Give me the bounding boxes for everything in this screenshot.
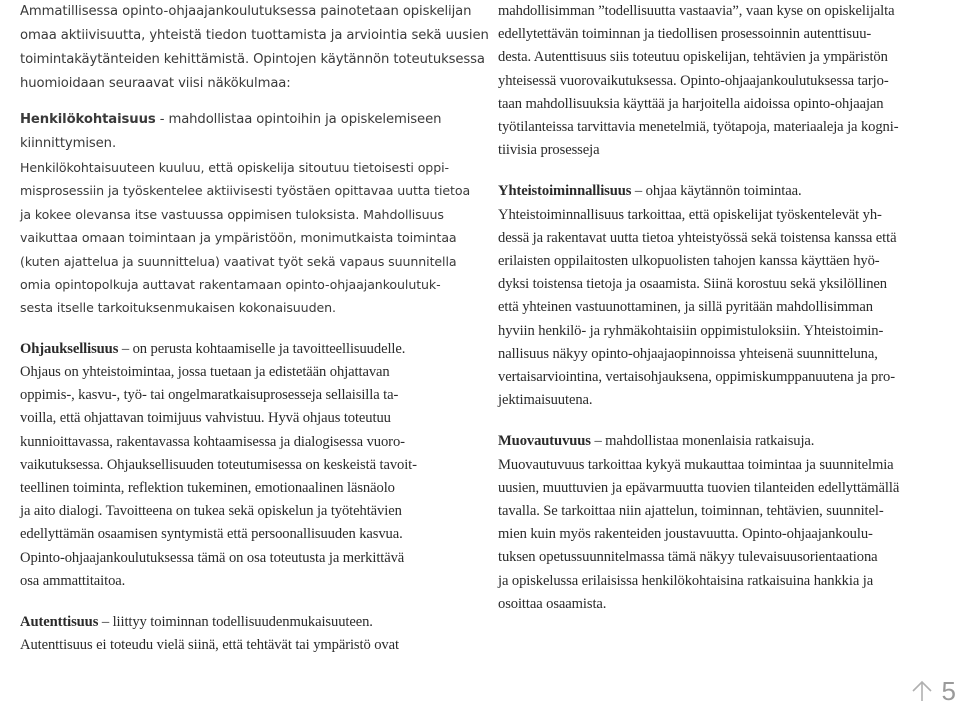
heading-term: Henkilökohtaisuus	[20, 112, 156, 127]
page-number: 5	[941, 676, 956, 706]
section-heading	[498, 430, 898, 453]
text-line: sesta itselle tarkoituksenmukaisen kokonaisuuden.	[20, 300, 336, 316]
text-line: vaikutuksessa. Ohjauksellisuuden toteutumisessa on keskeistä tavoit-	[20, 456, 417, 473]
text-line: misprosessiin ja työskentelee aktiivisesti työstäen opittavaa uutta tietoa	[20, 183, 471, 199]
text-line: Autenttisuus ei toteudu vielä siinä, että tehtävät tai ympäristö ovat	[20, 637, 399, 654]
left-column	[20, 0, 489, 657]
section-heading	[20, 108, 440, 132]
text-line: omia opintopolkuja auttavat rakentamaan opinto-ohjaajankoulutuk-	[20, 277, 441, 293]
text-line: tuksen opetussuunnitelmassa tämä näkyy tulevaisuusorientaationa	[498, 549, 878, 566]
text-line: että yhteinen vastuunottaminen, ja sillä pyritään mahdollisimman	[498, 299, 873, 316]
heading-term: Muovautuvuus	[498, 433, 591, 450]
text-line: ja opiskelussa erilaisissa henkilökohtaisina ratkaisuina hankkia ja	[498, 572, 874, 589]
text-line: vertaisarviointina, vertaisohjauksena, oppimiskumppanuutena ja pro-	[498, 369, 895, 386]
arrow-up-icon[interactable]	[910, 679, 934, 703]
section-heading	[498, 180, 898, 203]
text-line: edellytettävän toiminnan ja tiedollisen prosessoinnin autenttisuu-	[498, 26, 872, 43]
heading-description: – ohjaa käytännön toimintaa.	[631, 183, 802, 200]
section-muovautuvuus	[498, 430, 898, 616]
text-line: yhteisessä vuorovaikutuksessa. Opinto-ohjaajankoulutuksessa tarjo-	[498, 72, 889, 89]
text-line: dessä ja rakentavat uutta tietoa yhteistyössä sekä toistensa kanssa että	[498, 229, 897, 246]
text-line: tiivisia prosesseja	[498, 142, 600, 159]
heading-term: Autenttisuus	[20, 614, 99, 631]
text-line: ja kokee olevansa itse vastuussa oppimisen tuloksista. Mahdollisuus	[20, 206, 444, 222]
text-line: taan mahdollisuuksia käyttää ja harjoitella aidoissa opinto-ohjaajan	[498, 95, 884, 112]
text-line: jektimaisuutena.	[498, 392, 593, 409]
text-line: huomioidaan seuraavat viisi näkökulmaa:	[20, 76, 291, 91]
heading-term: Yhteistoiminnallisuus	[498, 183, 632, 200]
text-line: mahdollisimman ”todellisuutta vastaavia”, vaan kyse on opiskelijalta	[498, 3, 895, 19]
text-line: Henkilökohtaisuuteen kuuluu, että opiskelija sitoutuu tietoisesti oppi-	[20, 160, 449, 175]
text-line: dyksi toistensa tietoja ja osaamista. Siinä korostuu sekä yksilöllinen	[498, 276, 888, 293]
heading-description: - mahdollistaa opintoihin ja opiskelemiseen	[155, 112, 442, 127]
text-line: Opinto-ohjaajankoulutuksessa tämä on osa toteutusta ja merkittävä	[20, 549, 405, 566]
heading-continuation: kiinnittymisen.	[20, 136, 117, 151]
text-line: omaa aktiivisuutta, yhteistä tiedon tuottamista ja arviointia sekä uusien	[20, 28, 489, 43]
page-footer	[910, 678, 956, 704]
text-line: Muovautuvuus tarkoittaa kykyä mukauttaa toimintaa ja suunnitelmia	[498, 456, 894, 473]
text-line: desta. Autenttisuus siis toteutuu opiskelijan, tehtävien ja ympäristön	[498, 49, 888, 66]
section-autenttisuus-continued	[498, 0, 898, 162]
section-heading	[20, 338, 440, 361]
text-line: vaikuttaa omaan toimintaan ja ympäristöön, monimutkaista toimintaa	[20, 230, 457, 246]
text-line: Yhteistoiminnallisuus tarkoittaa, että opiskelijat työskentelevät yh-	[498, 206, 882, 223]
text-line: osa ammattitaitoa.	[20, 572, 126, 589]
heading-description: – mahdollistaa monenlaisia ratkaisuja.	[590, 433, 815, 450]
text-line: tavalla. Se tarkoittaa niin ajattelun, toiminnan, tehtävien, suunnitel-	[498, 503, 884, 520]
text-line: hyviin henkilö- ja ryhmäkohtaisiin oppimistuloksiin. Yhteistoimin-	[498, 322, 884, 339]
text-line: voilla, että ohjattavan toimijuus vahvistuu. Hyvä ohjaus toteutuu	[20, 410, 391, 427]
text-line: nallisuus näkyy opinto-ohjaajaopinnoissa yhteisenä suunnitteluna,	[498, 345, 878, 362]
heading-description: – on perusta kohtaamiselle ja tavoitteellisuudelle.	[118, 340, 406, 357]
text-line: mien kuin myös rakenteiden joustavuutta. Opinto-ohjaajankoulu-	[498, 526, 873, 543]
section-autenttisuus	[20, 611, 440, 657]
text-line: toimintakäytänteiden kehittämistä. Opintojen käytännön toteutuksessa	[20, 52, 485, 67]
text-line: Ohjaus on yhteistoimintaa, jossa tuetaan ja edistetään ohjattavan	[20, 364, 390, 381]
text-line: edellyttämän osaamisen syntymistä että persoonallisuuden kasvua.	[20, 526, 403, 543]
text-line: ja aito dialogi. Tavoitteena on tukea sekä opiskelun ja työtehtävien	[20, 503, 402, 520]
text-line: uusien, muuttuvien ja epävarmuutta tuovien tilanteiden edellyttämällä	[498, 479, 900, 496]
section-yhteistoiminnallisuus	[498, 180, 898, 412]
text-line: kunnioittavassa, rakentavassa kohtaamisessa ja dialogisessa vuoro-	[20, 433, 405, 450]
text-line: (kuten ajattelua ja suunnittelua) vaativat työt sekä vapaus suunnitella	[20, 253, 457, 269]
section-henkilokohtaisuus	[20, 108, 471, 320]
text-line: teellinen toiminta, reflektion tukeminen, emotionaalinen läsnäolo	[20, 480, 395, 497]
heading-term: Ohjauksellisuus	[20, 340, 119, 357]
heading-description: – liittyy toiminnan todellisuudenmukaisuuteen.	[98, 614, 373, 631]
text-line: Ammatillisessa opinto-ohjaajankoulutuksessa painotetaan opiskelijan	[20, 4, 472, 19]
text-line: osoittaa osaamista.	[498, 595, 607, 612]
right-column	[498, 0, 898, 616]
text-line: työtilanteissa tarvittavia menetelmiä, työtapoja, materiaaleja ja kogni-	[498, 119, 899, 136]
text-line: oppimis-, kasvu-, työ- tai ongelmaratkaisuprosesseja sellaisilla ta-	[20, 387, 399, 404]
section-heading	[20, 611, 440, 634]
section-ohjauksellisuus	[20, 338, 440, 593]
text-line: erilaisten oppilaitosten ulkopuolisten tahojen kanssa käyttäen hyö-	[498, 253, 880, 270]
intro-paragraph	[20, 0, 489, 96]
